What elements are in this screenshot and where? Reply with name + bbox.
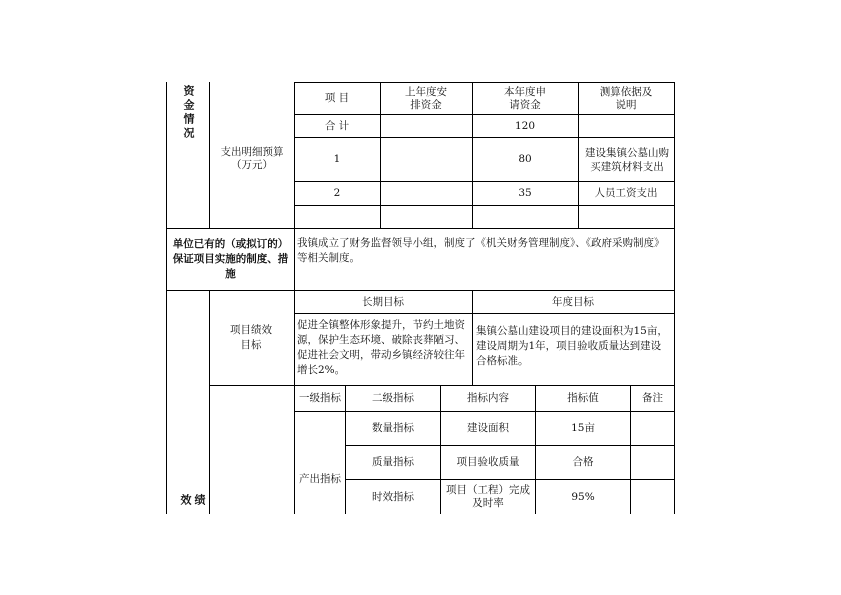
indicator-note (631, 480, 674, 514)
total-row-item: 合 计 (324, 119, 350, 132)
annual-header: 年度目标 (552, 295, 594, 308)
expense-row-basis: 建设集镇公墓山购买建筑材料支出 (585, 146, 669, 173)
performance-section-label (170, 488, 206, 514)
long-term-text: 促进全镇整体形象提升，节约土地资源，保护生态环境、破除丧葬陋习、促进社会文明，带动乡镇经济较往年增长2%。 (297, 319, 465, 376)
indicator-header-level2: 二级指标 (372, 392, 414, 404)
indicator-content: 项目验收质量 (456, 456, 520, 468)
expense-row-last-year (382, 138, 470, 181)
guarantee-content: 我镇成立了财务监督领导小组，制度了《机关财务管理制度》、《政府采购制度》等相关制度。 (297, 237, 665, 264)
expense-row-basis: 人员工资支出 (594, 187, 658, 199)
expense-row-this-year: 35 (518, 187, 532, 199)
long-term-header: 长期目标 (362, 295, 404, 308)
indicator-header-level1: 一级指标 (299, 392, 341, 404)
indicator-note (631, 412, 674, 445)
indicator-header-content: 指标内容 (467, 392, 509, 404)
indicator-value: 95% (571, 490, 595, 503)
indicator-note (631, 446, 674, 479)
indicator-level2: 质量指标 (372, 456, 414, 468)
grid-line (472, 290, 473, 385)
grid-line (294, 205, 674, 206)
header-basis: 测算依据及说明 (599, 85, 653, 111)
goal-label: 项目绩效目标 (230, 324, 272, 351)
grid-line (472, 82, 473, 228)
expense-row-item: 2 (333, 187, 341, 199)
grid-line (578, 82, 579, 228)
grid-line (674, 82, 675, 514)
grid-line (294, 313, 674, 314)
indicator-header-value: 指标值 (567, 392, 599, 404)
funds-section-label (170, 78, 206, 148)
indicator-level2: 数量指标 (372, 422, 414, 434)
guarantee-label: 单位已有的（或拟订的）保证项目实施的制度、措施 (172, 238, 289, 280)
annual-text: 集镇公墓山建设项目的建设面积为15亩，建设周期为1年，项目验收质量达到建设合格标准。 (476, 325, 668, 367)
expense-row-this-year: 80 (518, 153, 532, 165)
total-row-this-year: 120 (514, 119, 536, 132)
expense-row-item: 1 (333, 153, 341, 165)
expense-row-last-year (382, 182, 470, 205)
indicator-value: 合格 (572, 456, 594, 468)
header-last-year: 上年度安排资金 (405, 85, 447, 111)
grid-line (209, 290, 210, 514)
total-row-last-year (382, 115, 470, 137)
grid-line (166, 82, 167, 514)
indicator-content: 项目（工程）完成及时率 (446, 484, 530, 509)
grid-line (209, 82, 210, 228)
grid-line (166, 228, 674, 229)
grid-line (380, 82, 381, 228)
indicator-content: 建设面积 (467, 422, 509, 434)
performance-section-label-text: 绩效 (179, 494, 206, 508)
indicator-value: 15亩 (571, 422, 595, 434)
expense-detail-label: 支出明细预算（万元） (220, 146, 284, 171)
total-row-basis (580, 115, 672, 137)
output-indicator-label: 产出指标 (299, 472, 341, 485)
funds-section-label-text: 资金情况 (182, 85, 195, 141)
indicator-level2: 时效指标 (372, 490, 414, 503)
header-item: 项 目 (324, 92, 350, 104)
indicator-header-note: 备注 (642, 392, 663, 404)
header-this-year: 本年度申请资金 (504, 85, 546, 111)
